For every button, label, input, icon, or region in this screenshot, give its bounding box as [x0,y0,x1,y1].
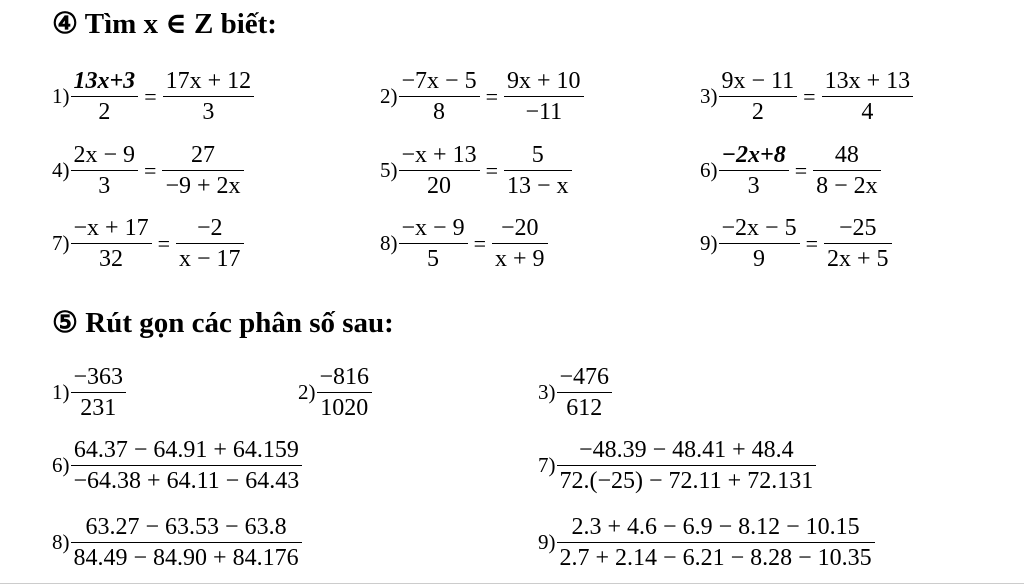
equation-label: 3) [700,84,718,108]
denominator: 20 [427,173,452,199]
equals-sign: = [485,157,498,183]
right-fraction [163,66,255,127]
equation-label: 1) [52,84,70,108]
section-4-title: ④ Tìm x ∈ Z biết: [52,8,277,40]
section-5-title: ⑤ Rút gọn các phân số sau: [52,307,394,339]
numerator: −x − 9 [399,213,468,244]
equals-sign: = [157,230,170,256]
right-fraction [176,213,244,274]
fraction-2 [298,362,372,423]
fraction-1 [52,362,126,423]
fraction-6 [52,435,302,496]
denominator: 13 − x [507,173,569,199]
right-fraction [822,66,914,127]
denominator: 2 [98,99,111,125]
right-fraction [813,140,881,201]
fraction [71,512,302,573]
fraction [557,512,875,573]
fraction-7 [538,435,816,496]
right-fraction [504,140,572,201]
left-fraction [719,140,789,201]
denominator: 1020 [320,395,369,421]
equation-label: 8) [380,231,398,255]
fraction [557,435,817,496]
numerator: 2x − 9 [71,140,139,171]
left-fraction [71,213,152,274]
numerator: 9x − 11 [719,66,798,97]
right-fraction [824,213,892,274]
denominator: 9 [753,246,766,272]
fraction-label: 6) [52,453,70,477]
denominator: −11 [525,99,563,125]
equation-6 [700,140,881,201]
page-bottom-divider [0,583,1024,584]
equation-label: 7) [52,231,70,255]
numerator: 13x+3 [71,66,139,97]
left-fraction [71,66,139,127]
right-fraction [504,66,584,127]
numerator: −2x − 5 [719,213,800,244]
denominator: 612 [566,395,603,421]
equation-label: 2) [380,84,398,108]
numerator: 64.37 − 64.91 + 64.159 [71,435,303,466]
fraction-9 [538,512,875,573]
numerator: −2 [176,213,244,244]
denominator: x + 9 [495,246,545,272]
denominator: 3 [98,173,111,199]
fraction-label: 2) [298,380,316,404]
equals-sign: = [794,157,808,183]
numerator: −816 [317,362,373,393]
equation-3 [700,66,913,127]
numerator: −2x+8 [719,140,789,171]
numerator: −7x − 5 [399,66,480,97]
fraction-label: 3) [538,380,556,404]
equation-label: 9) [700,231,718,255]
denominator: 2 [751,99,764,125]
equation-2 [380,66,584,127]
numerator: −x + 13 [399,140,480,171]
equals-sign: = [473,230,486,256]
equation-4 [52,140,244,201]
left-fraction [719,213,800,274]
equation-8 [380,213,548,274]
left-fraction [399,140,480,201]
denominator: 231 [80,395,117,421]
fraction [317,362,373,423]
fraction-8 [52,512,302,573]
equals-sign: = [485,83,498,109]
numerator: −x + 17 [71,213,152,244]
denominator: 72.(−25) − 72.11 + 72.131 [559,468,814,494]
right-fraction [162,140,243,201]
equals-sign: = [805,230,818,256]
equals-sign: = [803,83,816,109]
equals-sign: = [144,157,157,183]
fraction [71,362,127,423]
numerator: −48.39 − 48.41 + 48.4 [557,435,817,466]
denominator: 8 [433,99,446,125]
right-fraction [492,213,548,274]
denominator: 2.7 + 2.14 − 6.21 − 8.28 − 10.35 [559,545,872,571]
denominator: 32 [99,246,124,272]
numerator: −363 [71,362,127,393]
denominator: 3 [747,173,760,199]
fraction-label: 9) [538,530,556,554]
numerator: −476 [557,362,613,393]
left-fraction [719,66,798,127]
equation-7 [52,213,244,274]
fraction-label: 8) [52,530,70,554]
left-fraction [71,140,139,201]
denominator: 4 [861,99,874,125]
equation-1 [52,66,254,127]
denominator: 3 [202,99,215,125]
numerator: −25 [824,213,892,244]
fraction-label: 1) [52,380,70,404]
denominator: 2x + 5 [827,246,889,272]
numerator: 5 [504,140,572,171]
numerator: 48 [813,140,881,171]
denominator: 8 − 2x [816,173,878,199]
numerator: 63.27 − 63.53 − 63.8 [71,512,302,543]
left-fraction [399,213,468,274]
equation-label: 5) [380,158,398,182]
denominator: 84.49 − 84.90 + 84.176 [73,545,299,571]
fraction-label: 7) [538,453,556,477]
numerator: 13x + 13 [822,66,914,97]
numerator: 2.3 + 4.6 − 6.9 − 8.12 − 10.15 [557,512,875,543]
numerator: −20 [492,213,548,244]
denominator: −64.38 + 64.11 − 64.43 [73,468,300,494]
denominator: 5 [427,246,440,272]
fraction [557,362,613,423]
numerator: 17x + 12 [163,66,255,97]
fraction [71,435,303,496]
left-fraction [399,66,480,127]
equation-label: 6) [700,158,718,182]
equation-label: 4) [52,158,70,182]
denominator: −9 + 2x [165,173,241,199]
numerator: 9x + 10 [504,66,584,97]
numerator: 27 [162,140,243,171]
equals-sign: = [144,83,157,109]
equation-5 [380,140,572,201]
denominator: x − 17 [179,246,241,272]
fraction-3 [538,362,612,423]
equation-9 [700,213,892,274]
